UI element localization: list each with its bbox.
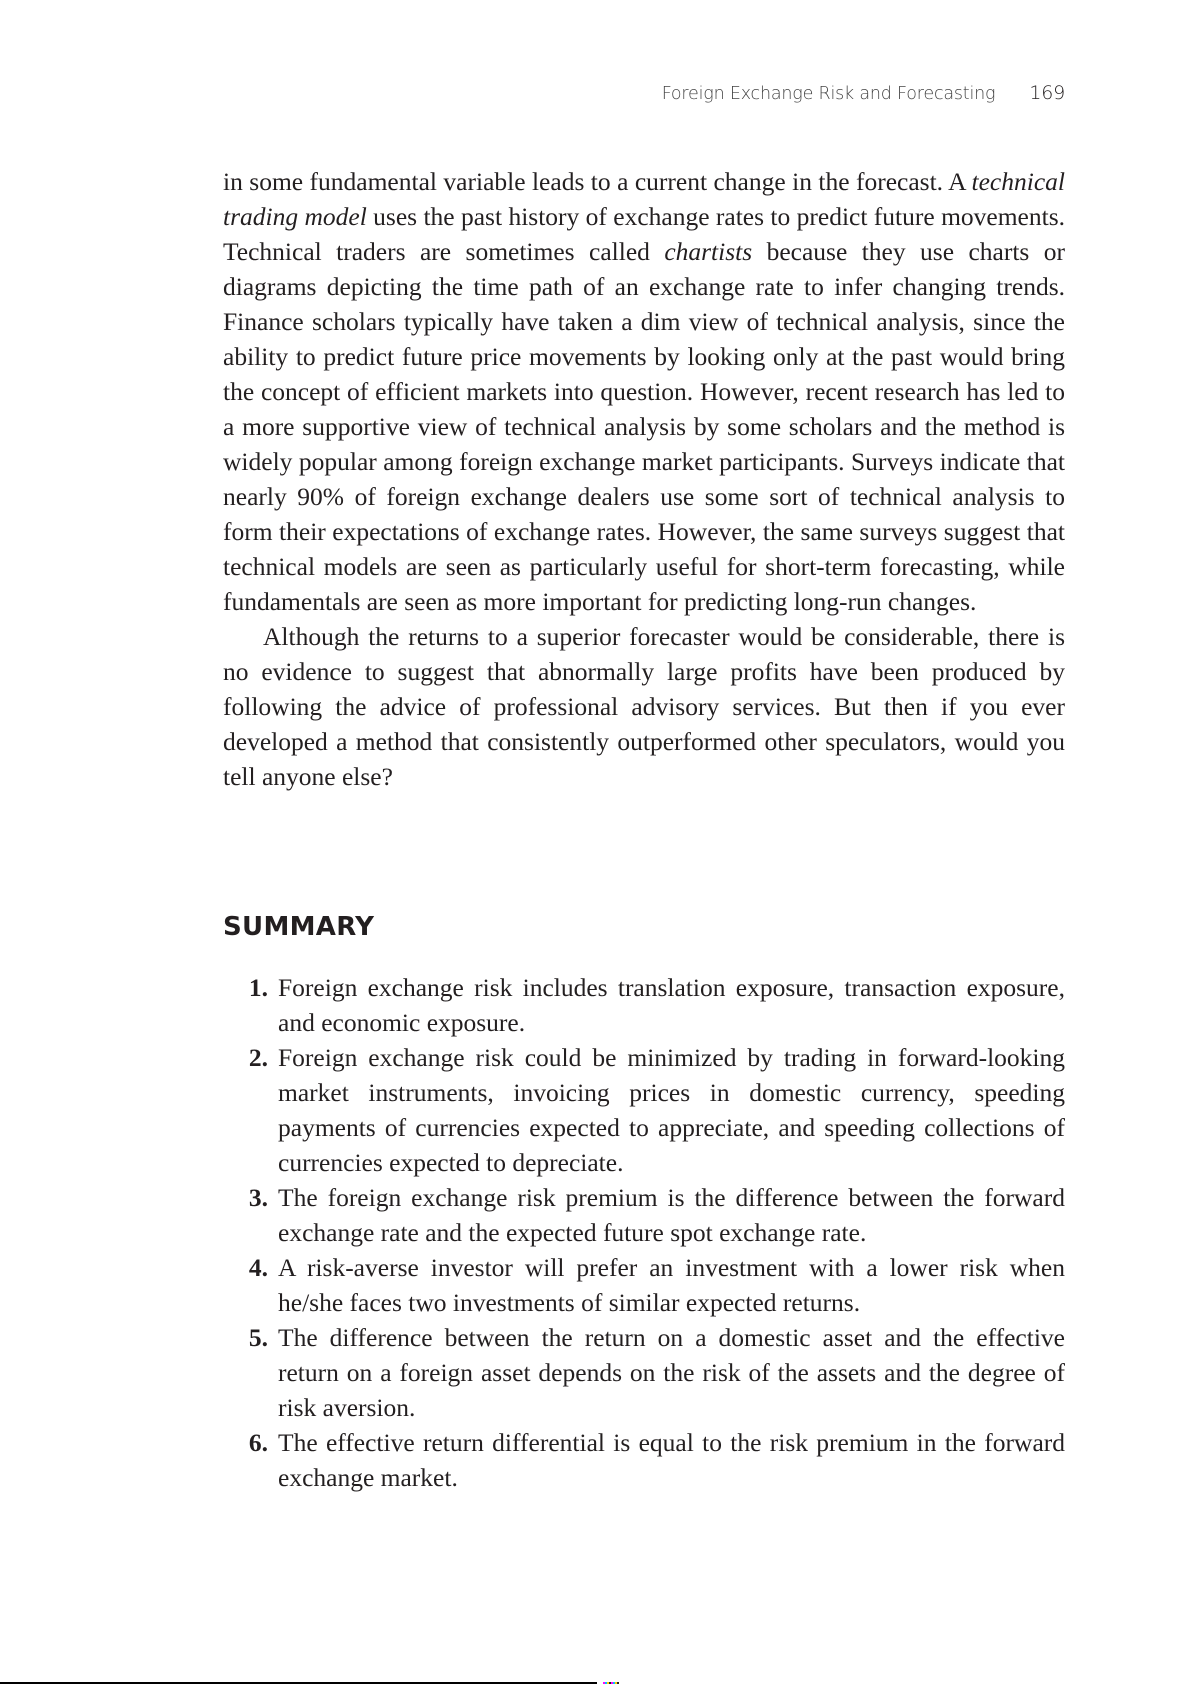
running-title: Foreign Exchange Risk and Forecasting xyxy=(661,84,996,104)
item-number: 1. xyxy=(248,973,268,1002)
paragraph-technical-analysis xyxy=(223,164,1065,619)
item-text: Foreign exchange risk includes translation exposure, transaction exposure, and economic exposure. xyxy=(278,973,1065,1037)
summary-item xyxy=(223,1040,1065,1180)
summary-item xyxy=(223,1425,1065,1495)
summary-item xyxy=(223,1320,1065,1425)
item-number: 6. xyxy=(248,1428,268,1457)
summary-item xyxy=(223,1180,1065,1250)
item-text: A risk-averse investor will prefer an investment with a lower risk when he/she faces two investments of similar expected returns. xyxy=(278,1253,1065,1317)
text-segment: in some fundamental variable leads to a current change in the forecast. A xyxy=(223,167,972,196)
term-chartists: chartists xyxy=(664,237,753,266)
text-segment: uses the past history of exchange rates to predict future movements. Technical traders are sometimes called xyxy=(223,202,1066,266)
item-number: 4. xyxy=(248,1253,268,1282)
item-number: 5. xyxy=(248,1323,268,1352)
summary-heading: SUMMARY xyxy=(223,912,375,942)
item-text: Foreign exchange risk could be minimized by trading in forward-looking market instruments, invoicing prices in domestic currency, speeding payments of currencies expected to appreciate, and speeding collections of currencies expected to depreciate. xyxy=(278,1043,1065,1177)
bottom-rule xyxy=(0,1682,597,1684)
summary-item xyxy=(223,1250,1065,1320)
paragraph-superior-forecaster: Although the returns to a superior forecaster would be considerable, there is no evidence to suggest that abnormally large profits have been produced by following the advice of professional advisory services. But then if you ever developed a method that consistently outperformed other speculators, would you tell anyone else? xyxy=(223,622,1065,791)
item-text: The difference between the return on a domestic asset and the effective return on a foreign asset depends on the risk of the assets and the degree of risk aversion. xyxy=(278,1323,1065,1422)
page-number: 169 xyxy=(1029,82,1065,104)
summary-list xyxy=(223,970,1065,1495)
item-number: 3. xyxy=(248,1183,268,1212)
print-registration-mark xyxy=(603,1682,619,1684)
item-number: 2. xyxy=(248,1043,268,1072)
text-segment: because they use charts or diagrams depicting the time path of an exchange rate to infer changing trends. Finance scholars typically have taken a dim view of technical analysis, since the ability to predict future price movements by looking only at the past would bring the concept of efficient markets into question. However, recent research has led to a more supportive view of technical analysis by some scholars and the method is widely popular among foreign exchange market participants. Surveys indicate that nearly 90% of foreign exchange dealers use some sort of technical analysis to form their expectations of exchange rates. However, the same surveys suggest that technical models are seen as particularly useful for short-term forecasting, while fundamentals are seen as more important for predicting long-run changes. xyxy=(223,237,1065,616)
term-technical-trading-model: technical trading model xyxy=(223,167,1065,231)
summary-item xyxy=(223,970,1065,1040)
item-text: The effective return differential is equal to the risk premium in the forward exchange market. xyxy=(278,1428,1065,1492)
body-text xyxy=(223,164,1065,794)
running-head xyxy=(0,82,1065,104)
item-text: The foreign exchange risk premium is the difference between the forward exchange rate and the expected future spot exchange rate. xyxy=(278,1183,1065,1247)
